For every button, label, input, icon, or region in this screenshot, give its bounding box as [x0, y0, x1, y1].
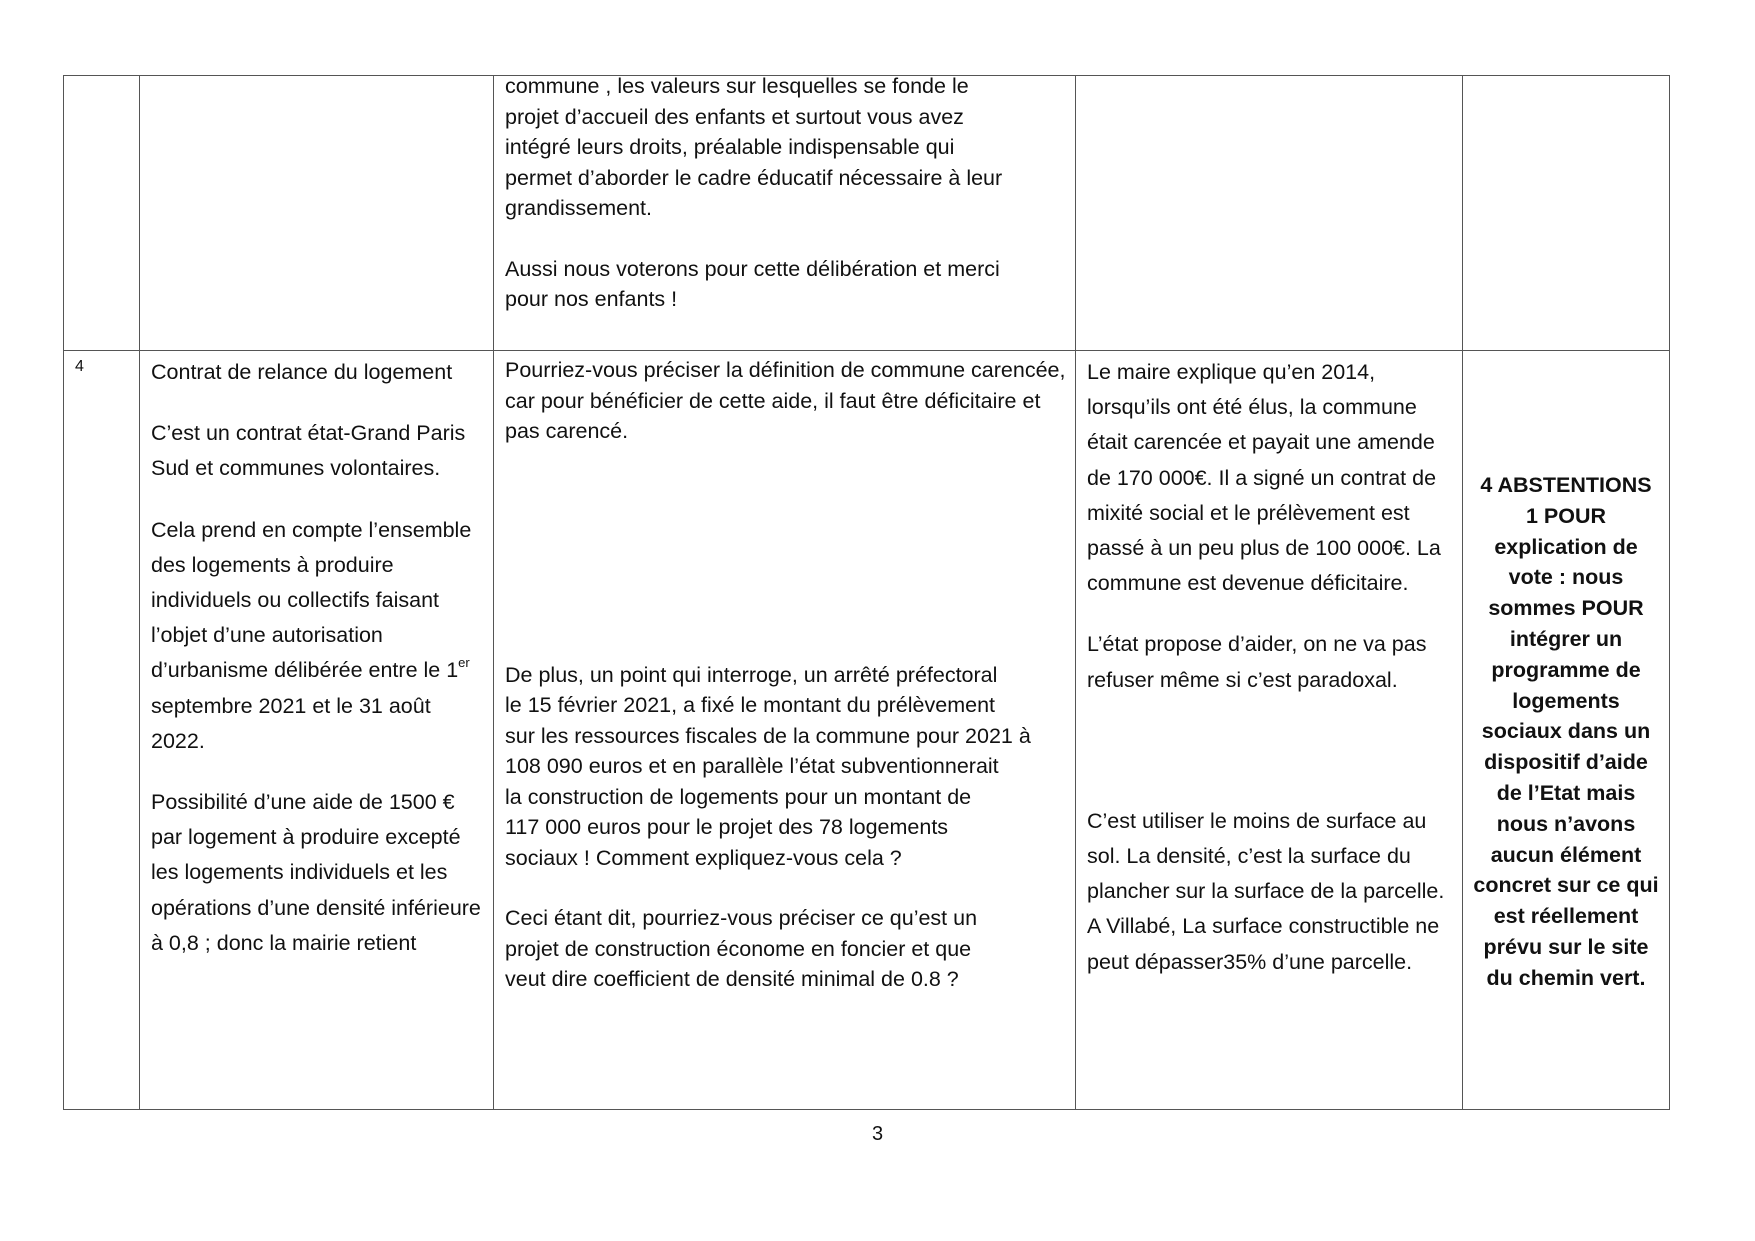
text-line: intégré leurs droits, préalable indispensable qui — [505, 135, 955, 159]
text-line: permet d’aborder le cadre éducatif nécessaire à leur — [505, 165, 1003, 190]
vote-cell — [1463, 351, 1670, 1110]
table-row — [64, 351, 1670, 1110]
item-number: 4 — [75, 358, 84, 375]
discussion-cell — [494, 76, 1076, 351]
number-cell — [64, 351, 140, 1110]
text-line: la construction de logements pour un montant de — [505, 784, 972, 809]
text-line: commune , les valeurs sur lesquelles se fonde le — [505, 74, 969, 98]
text-line: 108 090 euros et en parallèle l’état subventionnerait — [505, 754, 999, 778]
subject-paragraph: C’est un contrat état-Grand Paris Sud et communes volontaires. — [151, 421, 466, 481]
answer-paragraph: L’état propose d’aider, on ne va pas refuser même si c’est paradoxal. — [1087, 632, 1427, 692]
answer-cell — [1076, 76, 1463, 351]
text-line: pour nos enfants ! — [505, 287, 678, 311]
subject-cell — [140, 351, 494, 1110]
question-paragraph: Pourriez-vous préciser la définition de commune carencée, car pour bénéficier de cette aide, il faut être déficitaire et pas carencé. — [505, 358, 1066, 443]
text-line: grandissement. — [505, 196, 652, 220]
subject-cell — [140, 76, 494, 351]
answer-cell — [1076, 351, 1463, 1110]
page-number: 3 — [871, 1123, 884, 1145]
text-line: sur les ressources fiscales de la commune pour 2021 à — [505, 723, 1031, 748]
text-line: le 15 février 2021, a fixé le montant du prélèvement — [505, 693, 996, 717]
text-line: projet d’accueil des enfants et surtout vous avez — [505, 104, 964, 129]
text-line: sociaux ! Comment expliquez-vous cela ? — [505, 845, 902, 870]
vote-explanation: explication de vote : nous sommes POUR intégrer un programme de logements sociaux dans un dispositif d’aide de l’Etat mais nous n’avons aucun élément concret sur ce qui est réellement prévu sur le site du chemin vert. — [1473, 534, 1659, 990]
discussion-cell — [494, 351, 1076, 1110]
text-line: veut dire coefficient de densité minimal de 0.8 ? — [505, 967, 959, 991]
text-line: De plus, un point qui interroge, un arrêté préfectoral — [505, 662, 998, 687]
table-row — [64, 76, 1670, 351]
vote-cell — [1463, 76, 1670, 351]
number-cell — [64, 76, 140, 351]
vote-abstentions: 4 ABSTENTIONS — [1480, 473, 1652, 497]
subject-paragraph: Possibilité d’une aide de 1500 € par logement à produire excepté les logements individuels et les opérations d’une densité inférieure à 0,8 ; donc la mairie retient — [151, 790, 481, 955]
subject-paragraph: Cela prend en compte l’ensemble des logements à produire individuels ou collectifs faisant l’objet d’une autorisation d’urbanisme délibérée entre le 1er septembre 2021 et le 31 août 2022. — [151, 517, 472, 753]
subject-title: Contrat de relance du logement — [151, 360, 453, 384]
text-line: projet de construction économe en foncier et que — [505, 936, 972, 961]
text-line: 117 000 euros pour le projet des 78 logements — [505, 815, 949, 839]
text-line: Ceci étant dit, pourriez-vous préciser ce qu’est un — [505, 906, 978, 930]
text-line: Aussi nous voterons pour cette délibération et merci — [505, 256, 1000, 281]
answer-paragraph: C’est utiliser le moins de surface au sol. La densité, c’est la surface du plancher sur la surface de la parcelle. A Villabé, La surface constructible ne peut dépasser35% d’une parcelle. — [1087, 808, 1445, 974]
vote-for: 1 POUR — [1525, 503, 1607, 528]
answer-paragraph: Le maire explique qu’en 2014, lorsqu’ils ont été élus, la commune était carencée et payait une amende de 170 000€. Il a signé un contrat de mixité social et le prélèvement est passé à un peu plus de 100 000€. La commune est devenue déficitaire. — [1087, 360, 1441, 596]
deliberations-table — [63, 75, 1670, 1110]
